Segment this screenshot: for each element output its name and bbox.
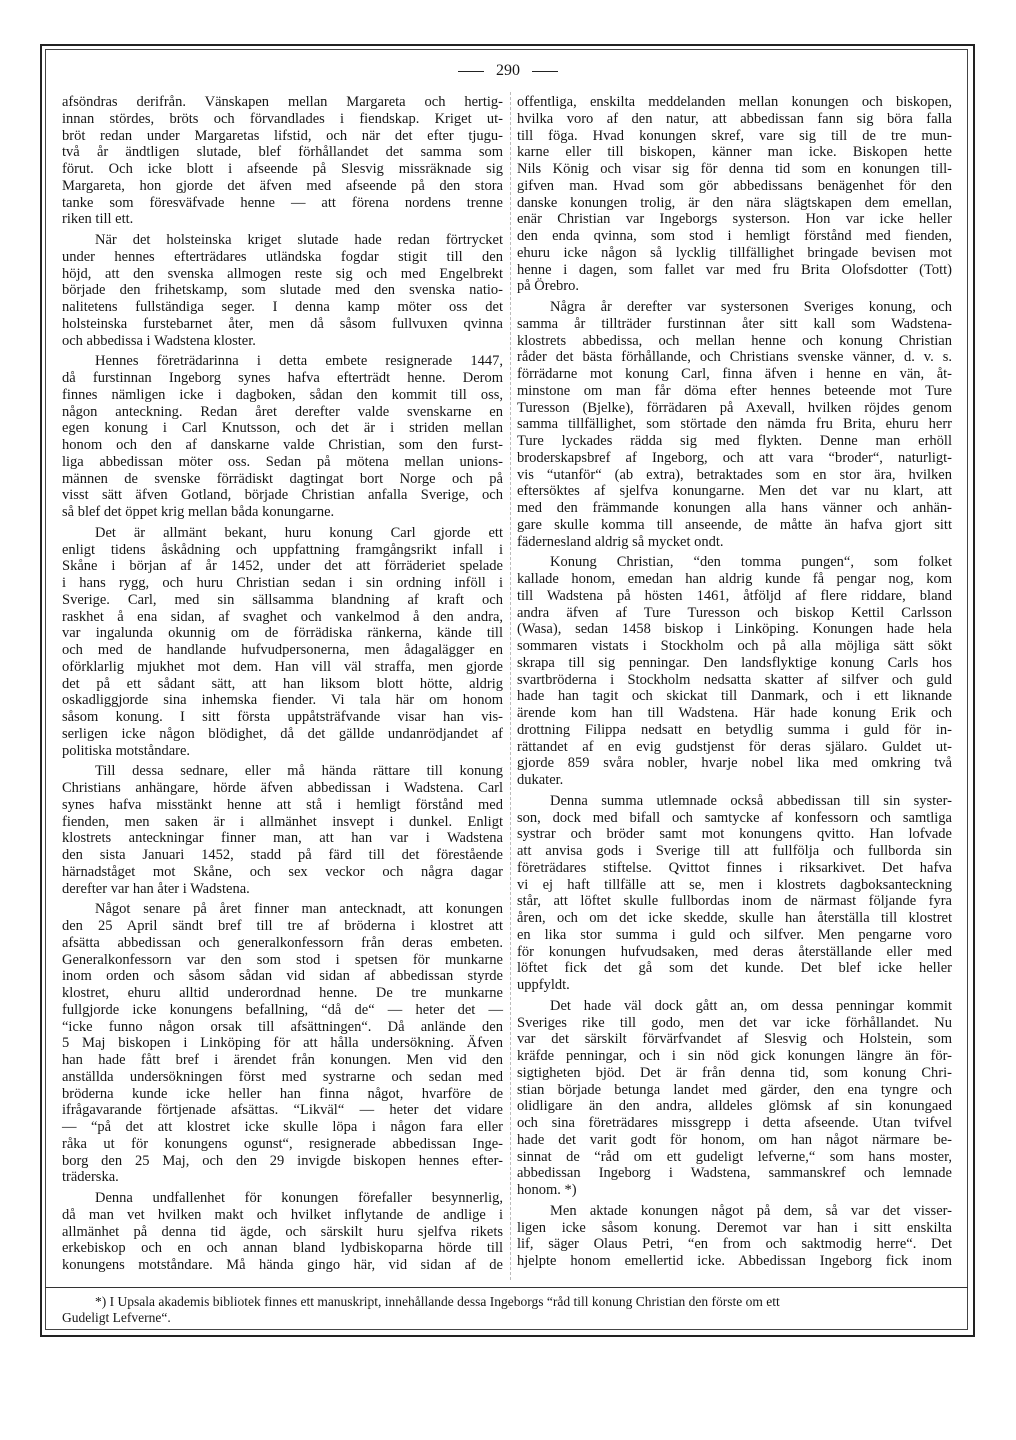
text-line: började den frihetskamp, som slutade med den svenska natio- xyxy=(62,282,503,299)
text-line: Det hade väl dock gått an, om dessa penningar kommit xyxy=(550,997,952,1014)
header-dash-right xyxy=(532,71,558,72)
text-line: Denna summa utlemnade också abbedissan till sin syster- xyxy=(550,792,952,809)
paragraph xyxy=(62,353,503,521)
text-line: Sveriges rike till godo, men det var icke förhållandet. Nu xyxy=(517,1014,952,1031)
paragraph xyxy=(62,901,503,1186)
text-line: männen de svenske förrädiskt dagtingat bort Norge och på xyxy=(62,470,503,487)
text-line: offentliga, enskilta meddelanden mellan konungen och biskopen, xyxy=(517,94,952,110)
footnote-rule xyxy=(45,1287,968,1288)
text-line: fullgjorde icke konungens befallning, “då de“ — heter det — xyxy=(62,1001,503,1018)
text-line: karne eller till biskopen, känner man icke. Biskopen hette xyxy=(517,144,952,161)
text-line: son, dock med bifall och samtycke af konfessorn och samtliga xyxy=(517,809,952,826)
text-line: ärende kom han till Wadstena. Här hade konung Erik och xyxy=(517,705,952,721)
text-line: Hennes företrädarinna i detta embete resignerade 1447, xyxy=(95,353,503,370)
text-line: sigtigheten bjöd. Det är från denna tid, som konung Chri- xyxy=(517,1064,952,1081)
text-line: När det holsteinska kriget slutade hade redan förtrycket xyxy=(95,232,503,248)
text-line: Nils König och visar sig för denna tid som en konungen till- xyxy=(517,161,952,177)
text-line: rättandet af en evig gudstjenst för deras själaro. Guldet ut- xyxy=(517,738,952,755)
text-line: Christians anhängare, hörde äfven abbedissan i Wadstena. Carl xyxy=(62,780,503,796)
footnote-line: Gudeligt Lefverne“. xyxy=(62,1309,171,1325)
text-line: hade han tagit och skickat till Danmark, och i ett liknande xyxy=(517,688,952,705)
text-line: på Örebro. xyxy=(517,278,580,295)
text-line: kräfde penningar, och i sin nöd gick konungen längre än för- xyxy=(517,1048,952,1064)
text-line: klostrets anteckningar finner man, att han var i Wadstena xyxy=(62,830,503,847)
text-line: uppfyldt. xyxy=(517,977,570,993)
text-line: gjorde 859 svåra nobler, hvarje nobel lika med omkring två xyxy=(517,755,952,772)
text-line: såsom konung. I sitt första uppåtsträfvande visar han vis- xyxy=(62,709,503,725)
text-line: gifven man. Hvad som gör abbedissans benägenhet för den xyxy=(517,177,952,194)
text-line: härnadståget mot Skåne, och sex veckor och några dagar xyxy=(62,863,503,880)
text-line: ehuru icke någon så lycklig tillfällighet bringade bevisen mot xyxy=(517,244,952,261)
text-line: under hennes efterträdares utländska fogdar stigit till den xyxy=(62,248,503,265)
text-line: hvilka voro af den natur, att abbedissan fann sig böra falla xyxy=(517,110,952,127)
text-line: höjd, att den svenska allmogen reste sig och med Engelbrekt xyxy=(62,265,503,282)
paragraph xyxy=(62,94,503,228)
text-line: att anvisa gods i Sverige till att fullfölja och fullborda sin xyxy=(517,843,952,859)
text-line: drottning Filippa nedsatt en betydlig summa i guld för in- xyxy=(517,721,952,738)
text-line: står, att löftet skulle fullbordas inom de närmast följande fyra xyxy=(517,893,952,910)
text-line: och abbedissa i Wadstena kloster. xyxy=(62,332,256,349)
text-line: tanke som föresväfvade henne — att förena nordens trenne xyxy=(62,194,503,211)
text-line: Något senare på året finner man antecknadt, att konungen xyxy=(95,901,503,918)
text-line: oförklarlig mjukhet mot dem. Han vill väl straffa, men gjorde xyxy=(62,658,503,675)
text-line: med den främmande konungen alla hans vänner och anhän- xyxy=(517,500,952,516)
text-line: dukater. xyxy=(517,772,564,788)
text-line: honom och den af danskarne valde Christian, som den furst- xyxy=(62,437,503,453)
text-line: då man vet hvilken makt och hvilket inflytande de andlige i xyxy=(62,1206,503,1223)
text-line: liga abbedissan möter oss. Sedan på mötena mellan unions- xyxy=(62,453,503,470)
text-line: fädernesland aldrig så mycket ondt. xyxy=(517,533,724,550)
text-line: vis “utanför“ (ab extra), betraktades som en stor ära, hvilken xyxy=(517,466,952,483)
text-line: till Wadstena på hösten 1461, åtföljd af flere riddare, bland xyxy=(517,587,952,604)
text-line: nalitetens fullständiga seger. I denna kamp möter oss det xyxy=(62,299,503,315)
page-header xyxy=(0,62,1016,80)
paragraph xyxy=(62,763,503,897)
text-line: lif, säger Olaus Petri, “en from och saktmodig herre“. Det xyxy=(517,1236,952,1253)
text-line: råka ut för konungens ogunst“, resignerade abbedissan Inge- xyxy=(62,1135,503,1152)
text-line: sommaren vistats i Stockholm och på alla möjliga sätt sökt xyxy=(517,638,952,654)
text-line: innan stördes, bröts och förvandlades i fiendskap. Kriget ut- xyxy=(62,110,503,127)
text-line: den sista Januari 1452, stadd på färd till det förestående xyxy=(62,847,503,863)
paragraph xyxy=(62,232,503,349)
text-line: (Wasa), sedan 1458 biskop i Linköping. Konungen hade hela xyxy=(517,621,952,638)
text-line: Margareta, hon gjorde det äfven med afseende på den stora xyxy=(62,177,503,194)
text-line: henne i dagen, som fallet var med fru Brita Olofsdotter (Tott) xyxy=(517,261,952,278)
text-line: gare skulle komma till anseende, de måtte än hafva gjort sitt xyxy=(517,516,952,533)
text-line: egen konung i Carl Knutsson, och det är i striden mellan xyxy=(62,420,503,437)
text-line: en lika stor summa i guld och silfver. Men pengarne voro xyxy=(517,926,952,943)
paragraph xyxy=(517,554,952,789)
left-column xyxy=(62,94,503,1274)
text-line: Till dessa sednare, eller må hända rättare till konung xyxy=(95,763,503,780)
text-line: borg den 25 Maj, och den 29 invigde biskopen hennes efter- xyxy=(62,1152,503,1169)
paragraph xyxy=(517,793,952,994)
text-line: systrar och bröder samt mot konungens qvitto. Han lofvade xyxy=(517,826,952,843)
text-line: danske konungen trolig, är den nära slägtskapen dem emellan, xyxy=(517,194,952,211)
text-line: “icke funno någon orsak till afsättningen“. Då anlände den xyxy=(62,1018,503,1035)
text-line: förrädarne mot konung Carl, finna äfven i henne en vän, åt- xyxy=(517,366,952,382)
paragraph xyxy=(517,998,952,1199)
text-line: derefter var han åter i Wadstena. xyxy=(62,880,250,897)
text-line: samma tillfällighet, som störtade den nämda fru Brita, ehuru herr xyxy=(517,416,952,433)
text-line: enligt tidens åskådning och uppfattning framgångsrikt infall i xyxy=(62,541,503,558)
text-line: serligen icke någon blödighet, då det gällde undanrödjandet af xyxy=(62,725,503,742)
text-line: var ingalunda okunnig om de förrädiska ränkerna, kände till xyxy=(62,625,503,642)
text-line: olidligare än den andra, alldeles glömsk af sin konungaed xyxy=(517,1098,952,1115)
text-line: någon anteckning. Redan året derefter valde svenskarne en xyxy=(62,403,503,420)
text-line: och sina företrädares missgrepp i detta afseende. Utan tvifvel xyxy=(517,1115,952,1131)
text-line: då furstinnan Ingeborg synes hafva efterträdt henne. Derom xyxy=(62,370,503,386)
text-line: den 25 April sändt bref till tre af bröderna i klostret att xyxy=(62,918,503,934)
text-line: två år ändtligen slutade, blef förhållandet det samma som xyxy=(62,144,503,161)
text-line: råder det bästa förhållande, och Christians svenske vänner, d. v. s. xyxy=(517,349,952,366)
text-line: inom orden och såsom sådan vid sidan af abbedissan styrde xyxy=(62,968,503,985)
text-line: eftersöktes af sjelfva konungarne. Men det var nu klart, att xyxy=(517,483,952,500)
paragraph xyxy=(62,525,503,760)
text-line: Turesson (Bjelke), förrädaren på Axevall, hvilken röjdes genom xyxy=(517,399,952,416)
text-line: Generalkonfessorn var den som stod i spetsen för munkarne xyxy=(62,951,503,968)
text-line: minstone om man får döma efter hennes beteende mot Ture xyxy=(517,382,952,399)
text-line: svartbröderna i Stockholm nedsatta skatter af silfver och guld xyxy=(517,671,952,688)
text-line: bröderna kunde icke heller han finna något, hvarföre de xyxy=(62,1085,503,1102)
right-column xyxy=(517,94,952,1270)
text-line: klostrets abbedissa, och mellan henne och konung Christian xyxy=(517,332,952,349)
text-line: så blef det öppet krig mellan båda konungarne. xyxy=(62,504,335,520)
page-number: 290 xyxy=(496,62,520,79)
text-line: 5 Maj biskopen i Linköping för att hålla undersökning. Äfven xyxy=(62,1035,503,1052)
text-line: hade det varit godt för honom, om han något närmare be- xyxy=(517,1131,952,1148)
text-line: och med de handlande hufvudpersonerna, men ådagalägger en xyxy=(62,642,503,658)
text-line: stian började betunga landet med gärder, den ena tyngre och xyxy=(517,1081,952,1098)
paragraph xyxy=(517,299,952,550)
footnote xyxy=(62,1294,952,1325)
text-line: till föga. Hvad konungen skref, vare sig till de tre mun- xyxy=(517,127,952,144)
text-line: bröt redan under Margaretas lifstid, och när det efter tjugu- xyxy=(62,127,503,144)
text-line: enär Christian var Ingeborgs systerson. Hon var icke heller xyxy=(517,211,952,228)
text-line: erkebiskop och en och annan bland lydbiskoparna hörde till xyxy=(62,1240,503,1257)
text-line: Det är allmänt bekant, huru konung Carl gjorde ett xyxy=(95,524,503,541)
text-line: visst sätt äfven Gotland, började Christian anfalla Sverige, och xyxy=(62,487,503,504)
text-line: för konungen hufvudsaken, med deras återställande eller med xyxy=(517,943,952,960)
text-line: andra äfven af Ture Turesson och biskop Kettil Carlsson xyxy=(517,604,952,621)
text-line: Några år derefter var systersonen Sveriges konung, och xyxy=(550,299,952,315)
text-line: ifrågavarande förtjenade afsättas. “Likväl“ — heter det vidare xyxy=(62,1102,503,1119)
text-line: skrapa till sig penningar. Den landsflyktige konung Carls hos xyxy=(517,654,952,671)
text-line: förut. Och icke blott i afseende på Slesvig missräknade sig xyxy=(62,161,503,177)
text-line: klostret, ehuru alltid underordnad henne. De tre munkarne xyxy=(62,985,503,1001)
text-line: åren, och om det icke skedde, skulle han återställa till klostret xyxy=(517,910,952,926)
text-line: — “på det att klostret icke skulle löpa i någon fara eller xyxy=(62,1119,503,1135)
text-line: afsöndras derifrån. Vänskapen mellan Margareta och hertig- xyxy=(62,94,503,110)
text-line: afsätta abbedissan och generalkonfessorn från deras embeten. xyxy=(62,934,503,951)
text-line: löftet fick det gå som det kunde. Det blef icke heller xyxy=(517,960,952,977)
text-line: fienden, men saken är i allmänhet insvept i dunkel. Enligt xyxy=(62,813,503,830)
text-line: hjelpte honom emellertid icke. Abbedissan Ingeborg fick inom xyxy=(517,1253,952,1269)
text-line: sinnat de “råd om ett gudeligt lefverne,“ som hans moster, xyxy=(517,1148,952,1165)
text-line: den enda qvinna, som stod i hemligt förstånd med fienden, xyxy=(517,228,952,244)
text-line: oskadliggjorde sina inhemska fiender. Vi tala här om honom xyxy=(62,692,503,709)
paragraph xyxy=(517,94,952,295)
text-line: ligen icke såsom konung. Deremot var han i sitt enskilta xyxy=(517,1219,952,1236)
footnote-line: *) I Upsala akademis bibliotek finnes ett manuskript, innehållande dessa Ingeborgs “råd till konung Christian den förste om ett xyxy=(95,1294,780,1309)
text-line: Denna undfallenhet för konungen förefaller besynnerlig, xyxy=(95,1190,503,1206)
text-line: det på ett sådant sätt, att han liksom blott hötte, aldrig xyxy=(62,675,503,692)
text-line: konungens motståndare. Må hända gingo här, vid sidan af de xyxy=(62,1257,503,1273)
text-line: raskhet å ena sidan, af svaghet och vankelmod å den andra, xyxy=(62,608,503,625)
text-line: Ture lyckades rädda sig med flykten. Denne man erhöll xyxy=(517,433,952,449)
text-line: han hade fått bref i ärendet från konungen. Men vid den xyxy=(62,1052,503,1068)
text-line: holsteinska furstebarnet åter, men då såsom fullvuxen qvinna xyxy=(62,315,503,332)
text-line: abbedissan Ingeborg i Wadstena, sammanskref och lemnade xyxy=(517,1165,952,1182)
text-line: broderskapsbref af Ingeborg, och att vara “broder“, naturligt- xyxy=(517,449,952,466)
text-line: anställda undersökningen först med systrarne och sedan med xyxy=(62,1068,503,1085)
text-line: Konung Christian, “den tomma pungen“, som folket xyxy=(550,554,952,571)
text-line: samma år tillträder furstinnan åter sitt kall som Wadstena- xyxy=(517,315,952,332)
text-line: vi ej haft tillfälle att se, men i klostrets dagboksanteckning xyxy=(517,876,952,893)
text-line: företrädares stiftelse. Qvittot finnes i riksarkivet. Det hafva xyxy=(517,859,952,876)
text-line: Men aktade konungen något på dem, så var det visser- xyxy=(550,1202,952,1219)
text-line: honom. *) xyxy=(517,1182,577,1198)
text-line: var det särskilt förvärfvandet af Slesvig och Holstein, som xyxy=(517,1031,952,1048)
text-line: Sverige. Carl, med sin sällsamma blandning af kraft och xyxy=(62,591,503,608)
text-line: politiska motståndare. xyxy=(62,742,191,759)
text-line: kallade honom, emedan han aldrig kunde få pengar nog, kom xyxy=(517,571,952,587)
header-dash-left xyxy=(458,71,484,72)
text-line: riken till ett. xyxy=(62,211,134,228)
text-line: finnes nämligen icke i dagboken, sådan den kommit till oss, xyxy=(62,386,503,403)
paragraph xyxy=(517,1203,952,1270)
paragraph xyxy=(62,1190,503,1274)
text-line: allmänhet på denna tid ägde, och särskilt huru sjelfva rikets xyxy=(62,1223,503,1240)
text-line: träderska. xyxy=(62,1169,119,1186)
text-line: Skåne i början af år 1452, under det att förräderiet spelade xyxy=(62,558,503,575)
column-divider xyxy=(510,92,511,1280)
text-line: synes hafva misstänkt henne att stå i hemligt förstånd med xyxy=(62,796,503,813)
text-line: i hans rygg, och huru Christian sedan i sin ordning inföll i xyxy=(62,575,503,591)
